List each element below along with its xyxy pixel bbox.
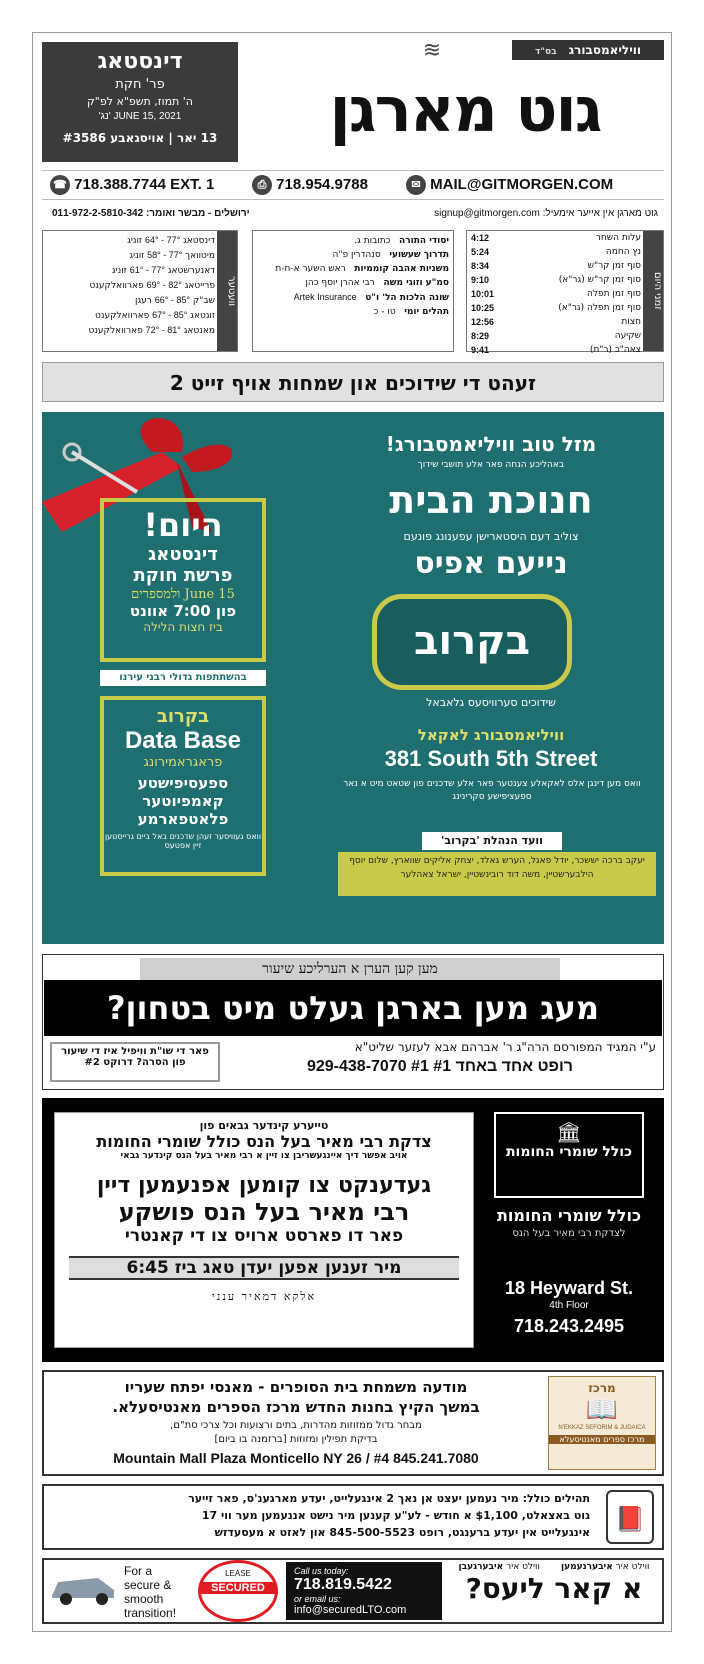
limud-row: סמ"ע וזוגי משה רבי אהרן יוסף כהן bbox=[305, 278, 449, 288]
chanukas-habayis: חנוכת הבית bbox=[389, 478, 593, 522]
phone2[interactable]: 718.954.9788 bbox=[276, 175, 368, 193]
tehilim-line2: גוט באצאלט, $1,100 א חודש - לע"ע קענען מיר נישט אננעמען מער ווי 17 bbox=[201, 1509, 590, 1522]
shiur-top-line: מען קען הערן א הערליכע שיעור bbox=[140, 958, 560, 980]
call-label: Call us today: bbox=[294, 1566, 349, 1576]
mercaz-line1: מודעה משמחת בית הסופרים - מאנסי יפתח שעריו bbox=[124, 1378, 468, 1396]
zmanim-box bbox=[466, 230, 664, 355]
jerusalem-line: 011-972-2-5810-342 :ירושלים - מבשר ואומר bbox=[52, 208, 250, 219]
zman-row: 12:56 חצות bbox=[471, 317, 641, 327]
mercaz-line3: מבחר גדול ממזוזות מהדרות, בתים ורצועות וכל צרכי סת"ם, bbox=[170, 1420, 422, 1431]
shidduchim-headline[interactable]: זעהט די שידוכים און שמחות אויף זייט 2 bbox=[42, 362, 664, 402]
kollel-street[interactable]: 18 Heyward St. bbox=[504, 1278, 634, 1298]
newspaper-title: גוט מארגן bbox=[329, 73, 601, 146]
weather-row: דאנערשטאג 77° - 61° זוניג bbox=[111, 265, 215, 276]
mercaz-logo-en: N'EKKAZ SEFORIM & JUDAICA bbox=[558, 1425, 646, 1431]
mercaz-logo-sub: מרכז ספרים מאנטיסעלא bbox=[549, 1435, 655, 1444]
tagline-4: transition! bbox=[124, 1606, 177, 1620]
zman-row: 9:10 סוף זמן קר"ש (גר"א) bbox=[471, 275, 641, 285]
kollel-line1: צדקת רבי מאיר בעל הנס כולל שומרי החומות bbox=[96, 1132, 432, 1151]
weather-label: וועטער bbox=[217, 231, 237, 351]
db-note: וואס געוויסער זעהן שדכנים באל ביים גרייסטען זיין אפטעס bbox=[104, 832, 262, 850]
email-group[interactable] bbox=[406, 175, 613, 195]
shiur-speaker: ע"י המגיד המפורסם הרה"ג ר' אברהם אבא לעזער שליט"א bbox=[354, 1040, 656, 1054]
today-until: ביז חצות הלילה bbox=[143, 620, 223, 634]
zman-row: 8:34 סוף זמן קר"ש bbox=[471, 261, 641, 271]
bekarov-logo-text: בקרוב bbox=[413, 618, 531, 664]
tagline-2: secure & bbox=[124, 1578, 172, 1592]
database-box bbox=[100, 696, 266, 876]
car-lease-question bbox=[448, 1562, 660, 1620]
limud-row: יסודי התורה כתובות ג. bbox=[354, 236, 449, 246]
question-small: ווילט איר איבערנעמען ווילט איר איבערגעבן bbox=[458, 1562, 650, 1572]
today-parsha: פרשת חוקת bbox=[133, 565, 233, 586]
tagline-3: smooth bbox=[124, 1592, 164, 1606]
db-desc1: ספעסיפישטע bbox=[137, 774, 229, 792]
weather-row: שב"ק 85° - 66° רעגן bbox=[135, 295, 215, 306]
car-icon bbox=[48, 1568, 118, 1608]
issue-number: 13 יאר | אויסגאבע #3586 bbox=[62, 130, 218, 145]
bekarov-ad bbox=[42, 412, 664, 944]
ad-subline: באהליכע הנחה פאר אלע תושבי שידוך bbox=[417, 460, 565, 470]
shiur-note: פאר די שו"ת וויפיל איז די שיעור פון הסרה? דרוקט #2 bbox=[50, 1042, 220, 1082]
weather-row: דינסטאג 77° - 64° זוניג bbox=[127, 235, 215, 246]
fax-icon: ⎙ bbox=[252, 175, 272, 195]
location-label: וויליאמסבורג לאקאל bbox=[417, 726, 565, 744]
limud-row: שונה הלכות הל' ו"ט Artek Insurance bbox=[293, 292, 449, 303]
today-label: היום! bbox=[143, 506, 223, 544]
today-time: פון 7:00 אוונט bbox=[129, 602, 237, 620]
secured-email[interactable]: info@securedLTO.com bbox=[294, 1604, 407, 1616]
email[interactable]: MAIL@GITMORGEN.COM bbox=[430, 175, 614, 193]
participation-strip: בהשתתפות גדולי רבני עירנו שליט"א bbox=[100, 670, 266, 686]
zman-row: 9:41 צאה"כ (ר"ת) bbox=[471, 345, 641, 355]
zmanim-rows bbox=[471, 232, 641, 358]
weather-box bbox=[42, 230, 238, 352]
shiur-headline[interactable]: מעג מען בארגן געלט מיט בטחון? bbox=[44, 980, 662, 1036]
tehilim-line3: אינגעלייט אין יעדע ברענגט, רופט 845-500-5523 און לאזט א מעסעדזש bbox=[214, 1526, 590, 1539]
kollel-message bbox=[54, 1112, 474, 1348]
mercaz-logo-top: מרכז bbox=[588, 1381, 616, 1395]
secured-brand: SECURED bbox=[201, 1582, 275, 1594]
weather-row: מיטוואך 77° - 58° זוניג bbox=[129, 250, 215, 261]
zman-row: 5:24 נץ החמה bbox=[471, 247, 641, 257]
phone1-group[interactable] bbox=[50, 175, 214, 195]
kollel-hours: מיר זענען אפען יעדן טאג ביז 6:45 bbox=[69, 1256, 459, 1280]
kollel-top: טייערע קינדער גבאים פון bbox=[199, 1119, 329, 1132]
contact-bar bbox=[42, 170, 664, 200]
bekarov-logo bbox=[372, 594, 572, 690]
email-label: or email us: bbox=[294, 1594, 341, 1604]
zman-row: 8:29 שקיעה bbox=[471, 331, 641, 341]
building-icon: 🏛 bbox=[556, 1120, 582, 1144]
mercaz-line2: במשך הקיץ בחנות החדש מרכז הספרים מאנטיסעלא. bbox=[112, 1398, 480, 1416]
kollel-org: כולל שומרי החומות bbox=[496, 1206, 642, 1225]
limud-box bbox=[252, 230, 454, 352]
ad-description: וואס מען דינגן אלס לאקאלע צענטער פאר אלע שדכנים פון שטאט מיט א נאר ספעציפישע סקרינינג bbox=[343, 779, 641, 802]
db-desc3: פלאטפארמע bbox=[137, 810, 229, 828]
mercaz-address[interactable]: Mountain Mall Plaza Monticello NY 26 / #4 845.241.7080 bbox=[113, 1450, 479, 1466]
phone1[interactable]: 718.388.7744 EXT. 1 bbox=[74, 175, 215, 193]
english-date: JUNE 15, 2021 'נג' bbox=[98, 110, 182, 122]
tehilim-book-icon: 📕 bbox=[606, 1490, 654, 1544]
zman-row: 4:12 עלות השחר bbox=[471, 233, 641, 243]
kollel-signature: אלקא דמאיר ענני bbox=[211, 1290, 317, 1303]
db-desc2: קאמפיוטער bbox=[142, 792, 224, 810]
weather-row: זונטאג 85° - 67° פארוואלקענט bbox=[95, 310, 215, 321]
db-sub: פראגראמירונג bbox=[143, 755, 223, 770]
limud-row: תהלים יומי טו - כ bbox=[373, 307, 449, 317]
weather-row: פרייטאג 82° - 69° פארוואלקענט bbox=[89, 280, 215, 291]
kollel-logo bbox=[494, 1112, 644, 1198]
today-day: דינסטאג bbox=[148, 544, 218, 565]
today-box bbox=[100, 498, 266, 662]
secured-phone[interactable]: 718.819.5422 bbox=[294, 1576, 392, 1593]
secured-logo bbox=[198, 1560, 278, 1622]
phone-icon: ☎ bbox=[50, 175, 70, 195]
limud-row: משניות אהבה קוממיות ראש השער א-ח-ת bbox=[275, 264, 449, 274]
weather-row: מאנטאג 81° - 72° פארוואלקענט bbox=[88, 325, 215, 336]
brand-tag bbox=[512, 40, 664, 60]
shiur-phone[interactable]: 929-438-7070 #1 רופט אחד באחד #1 bbox=[306, 1058, 574, 1075]
bsd-mark: בס"ד bbox=[535, 47, 557, 57]
kollel-big3: פאר דו פארסט ארויס צו די קאנטרי bbox=[124, 1226, 404, 1246]
zmanim-label: זמני היום bbox=[643, 231, 663, 351]
zman-row: 10:01 סוף זמן תפלה bbox=[471, 289, 641, 299]
today-date: June 15 ולמספרים bbox=[131, 587, 235, 602]
mail-icon: ✉ bbox=[406, 175, 426, 195]
lease-label: LEASE bbox=[225, 1569, 251, 1578]
day-label: דינסטאג bbox=[97, 49, 183, 74]
mazel-tov: מזל טוב וויליאמסבורג! bbox=[385, 432, 597, 456]
zman-row: 10:25 סוף זמן תפלה (גר"א) bbox=[471, 303, 641, 313]
ad-line-tzu: צוליב דעם היסטארישן עפענונג פונעם bbox=[403, 530, 579, 543]
kollel-logo-text: כולל שומרי החומות bbox=[505, 1144, 633, 1160]
kollel-big2: רבי מאיר בעל הנס פושקע bbox=[118, 1198, 410, 1226]
date-box bbox=[42, 42, 238, 162]
steam-icon: ≋ bbox=[422, 38, 442, 63]
secured-tagline bbox=[124, 1564, 194, 1620]
brand-tag-text: וויליאמסבורג bbox=[568, 43, 641, 57]
parsha-label: פר' חקת bbox=[115, 77, 165, 93]
question-big: א קאר ליעס? bbox=[465, 1572, 643, 1605]
hebrew-date: ה' תמוז, תשפ"א לפ"ק bbox=[87, 95, 193, 109]
db-soon: בקרוב bbox=[156, 706, 210, 727]
kollel-phone[interactable]: 718.243.2495 bbox=[513, 1316, 625, 1336]
tehilim-line1: תהילים כולל: מיר נעמען יעצט אן נאך 2 אינגעלייט, יעדע מארגענ'ס, פאר זייער bbox=[188, 1492, 590, 1505]
vaad-names: יעקב ברכה יששכר, יודל פאגל, הערש גאלד, יצחק אליקים שווארץ, שלום יוסף הילבערשטיין, משה דוד רובינשטיין, ישראל צאהלער bbox=[338, 852, 656, 896]
vaad-label: וועד הנהלת 'בקרוב' bbox=[422, 832, 562, 850]
logo-subtitle: שידוכים סערוויסעס גלאבאל bbox=[426, 696, 556, 709]
secured-contact bbox=[286, 1562, 442, 1620]
weather-rows bbox=[45, 233, 215, 338]
tehilim-text bbox=[56, 1490, 590, 1541]
mercaz-logo bbox=[548, 1376, 656, 1470]
ad-address[interactable]: 381 South 5th Street bbox=[384, 746, 598, 771]
db-title: Data Base bbox=[124, 727, 242, 754]
limud-row: תדרוך שעשועי סנהדרין פ"ה bbox=[332, 250, 449, 260]
kollel-line2: אויב אפשר דיך איינגעשריבן צו זיין א רבי מאיר בעל הנס קינדער גבאי bbox=[120, 1151, 408, 1161]
info-line bbox=[42, 205, 664, 225]
signup-line[interactable]: signup@gitmorgen.com :גוט מארגן אין אייער אימעיל bbox=[434, 208, 658, 219]
kollel-org-sub: לצדקת רבי מאיר בעל הנס bbox=[512, 1228, 626, 1239]
tagline-1: For a bbox=[124, 1564, 153, 1578]
kollel-big1: געדענקט צו קומען אפנעמען דיין bbox=[96, 1173, 432, 1198]
mercaz-line4: בדיקת תפילין ומזוזות [ברזמנה בו ביום] bbox=[214, 1434, 378, 1445]
phone2-group[interactable] bbox=[252, 175, 368, 195]
book-icon: 📖 bbox=[585, 1395, 619, 1425]
nayem-office: נייעם אפיס bbox=[414, 546, 568, 581]
kollel-floor: 4th Floor bbox=[549, 1300, 589, 1311]
